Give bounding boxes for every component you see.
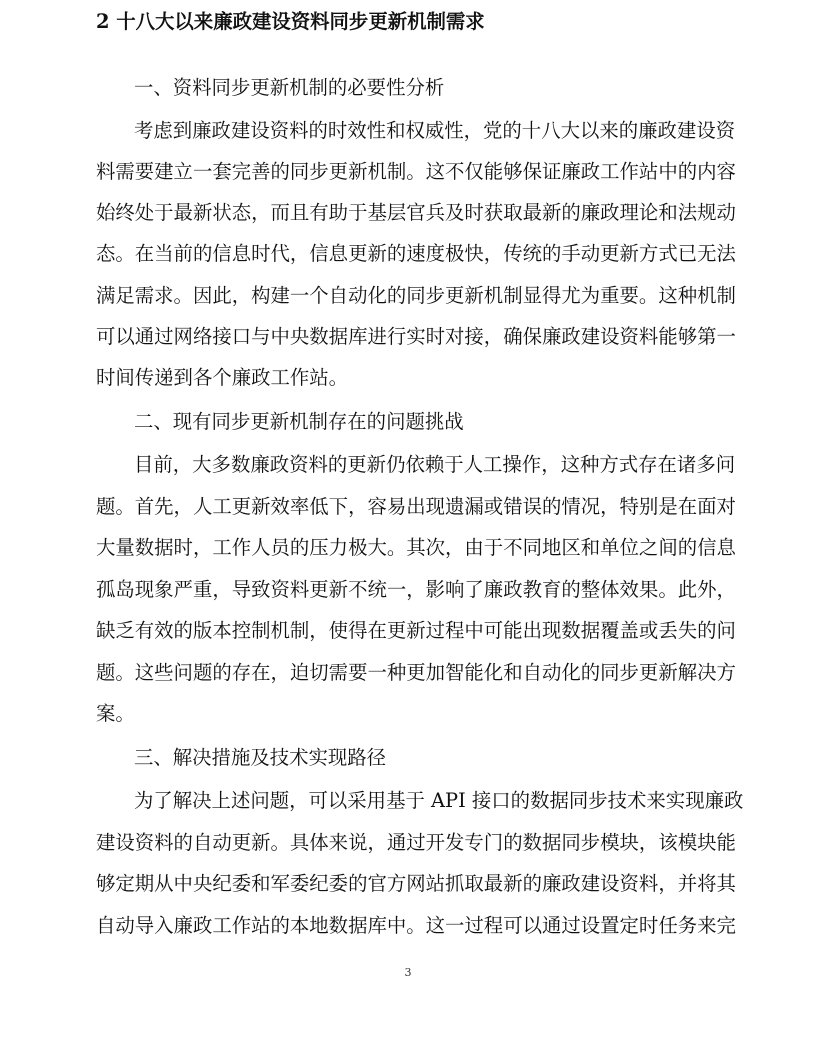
section-heading: 一、资料同步更新机制的必要性分析 — [134, 76, 445, 99]
paragraph-line: 始终处于最新状态，而且有助于基层官兵及时获取最新的廉政理论和法规动 — [96, 201, 736, 224]
paragraph-line: 够定期从中央纪委和军委纪委的官方网站抓取最新的廉政建设资料，并将其 — [96, 872, 736, 895]
paragraph-line: 满足需求。因此，构建一个自动化的同步更新机制显得尤为重要。这种机制 — [96, 284, 736, 307]
paragraph-line: 态。在当前的信息时代，信息更新的速度极快，传统的手动更新方式已无法 — [96, 242, 736, 265]
paragraph-line: 缺乏有效的版本控制机制，使得在更新过程中可能出现数据覆盖或丢失的问 — [96, 619, 736, 642]
paragraph-line: 自动导入廉政工作站的本地数据库中。这一过程可以通过设置定时任务来完 — [96, 914, 736, 937]
paragraph-line: 时间传递到各个廉政工作站。 — [96, 366, 349, 389]
section-heading: 三、解决措施及技术实现路径 — [134, 746, 387, 769]
page-number: 3 — [404, 966, 412, 979]
chapter-title: 2 十八大以来廉政建设资料同步更新机制需求 — [96, 10, 485, 33]
paragraph-line: 大量数据时，工作人员的压力极大。其次，由于不同地区和单位之间的信息 — [96, 536, 736, 559]
paragraph-line: 目前，大多数廉政资料的更新仍依赖于人工操作，这种方式存在诸多问 — [134, 453, 736, 476]
paragraph-line: 案。 — [96, 702, 135, 725]
paragraph-line: 建设资料的自动更新。具体来说，通过开发专门的数据同步模块，该模块能 — [96, 831, 736, 854]
paragraph-line: 题。首先，人工更新效率低下，容易出现遗漏或错误的情况，特别是在面对 — [96, 495, 736, 518]
paragraph-line: 孤岛现象严重，导致资料更新不统一，影响了廉政教育的整体效果。此外， — [96, 578, 736, 601]
paragraph-line: 料需要建立一套完善的同步更新机制。这不仅能够保证廉政工作站中的内容 — [96, 160, 736, 183]
paragraph-line: 考虑到廉政建设资料的时效性和权威性，党的十八大以来的廉政建设资 — [134, 119, 736, 142]
section-heading: 二、现有同步更新机制存在的问题挑战 — [134, 410, 464, 433]
paragraph-line: 为了解决上述问题，可以采用基于 API 接口的数据同步技术来实现廉政 — [134, 789, 744, 812]
paragraph-line: 可以通过网络接口与中央数据库进行实时对接，确保廉政建设资料能够第一 — [96, 325, 736, 348]
paragraph-line: 题。这些问题的存在，迫切需要一种更加智能化和自动化的同步更新解决方 — [96, 661, 736, 684]
